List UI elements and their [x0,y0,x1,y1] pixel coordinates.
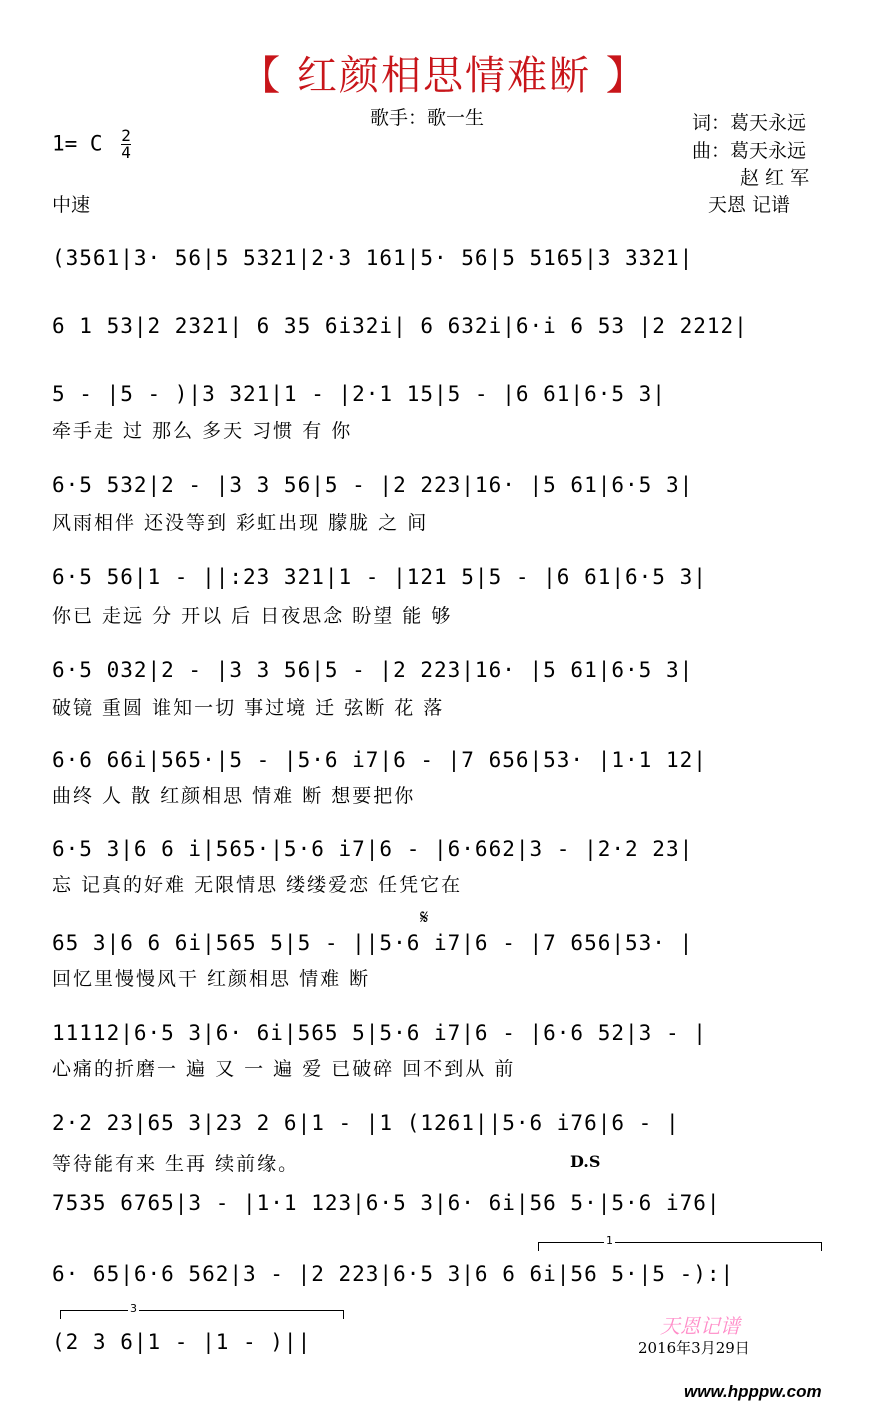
lyric-line: 牵手走 过 那么 多天 习惯 有 你 [52,420,353,442]
notation-line: 7535 6765|3 - |1·1 123|6·5 3|6· 6i|56 5·|5·6 i76| [52,1191,721,1215]
notation-line: 6·5 56|1 - ||:23 321|1 - |121 5|5 - |6 61|6·5 3| [52,565,707,589]
singer: 歌手：歌一生 [370,107,485,129]
lyric-line: 你已 走远 分 开以 后 日夜思念 盼望 能 够 [52,605,453,627]
lyric-line: 风雨相伴 还没等到 彩虹出现 朦胧 之 间 [52,512,429,534]
notation-line: 2·2 23|65 3|23 2 6|1 - |1 (1261||5·6 i76|6 - | [52,1111,680,1135]
lyric-line: 曲终 人 散 红颜相思 情难 断 想要把你 [52,785,416,807]
volta-number: 1 [606,1234,613,1247]
tempo-marking: 中速 [52,194,91,216]
composer-2: 赵 红 军 [740,167,810,189]
notation-line: (2 3 6|1 - |1 - )|| [52,1330,312,1354]
notation-line: 6·5 032|2 - |3 3 56|5 - |2 223|16· |5 61|6·5 3| [52,658,694,682]
notation-line: 65 3|6 6 6i|565 5|5 - ||5·6 i7|6 - |7 656|53· | [52,931,694,955]
time-signature-bottom: 4 [121,143,131,162]
segno-sign: 𝄋 [420,905,429,929]
website-link[interactable]: www.hpppw.com [684,1382,822,1401]
time-signature [121,128,131,161]
transcriber-stamp: 天恩记谱 [660,1314,740,1338]
lyric-line: 忘 记真的好难 无限情思 缕缕爱恋 任凭它在 [52,874,463,896]
time-signature-top: 2 [121,126,131,145]
ds-marking: D.S [570,1152,601,1171]
page-title: 【 红颜相思情难断 】 [240,53,648,99]
triplet-bracket [60,1310,344,1319]
lyric-line: 等待能有来 生再 续前缘。 [52,1153,300,1175]
notation-line: 6·5 3|6 6 i|565·|5·6 i7|6 - |6·662|3 - |2·2 23| [52,837,694,861]
lyricist: 词：葛天永远 [692,112,807,134]
notation-line: 6·6 66i|565·|5 - |5·6 i7|6 - |7 656|53· |1·1 12| [52,748,707,772]
triplet-number: 3 [130,1302,137,1315]
notation-line: 5 - |5 - )|3 321|1 - |2·1 15|5 - |6 61|6·5 3| [52,382,666,406]
notation-line: 6· 65|6·6 562|3 - |2 223|6·5 3|6 6 6i|56 5·|5 -):| [52,1262,735,1286]
date: 2016年3月29日 [638,1339,750,1357]
volta-bracket [538,1242,822,1251]
lyric-line: 心痛的折磨一 遍 又 一 遍 爱 已破碎 回不到从 前 [52,1058,516,1080]
key-signature [52,128,131,161]
composer: 曲：葛天永远 [692,140,807,162]
notation-line: (3561|3· 56|5 5321|2·3 161|5· 56|5 5165|3 3321| [52,246,694,270]
key-label: 1= C [52,131,103,156]
notation-line: 6·5 532|2 - |3 3 56|5 - |2 223|16· |5 61|6·5 3| [52,473,694,497]
notation-line: 6 1 53|2 2321| 6 35 6i32i| 6 632i|6·i 6 53 |2 2212| [52,314,748,338]
lyric-line: 回忆里慢慢风干 红颜相思 情难 断 [52,968,371,990]
notation-line: 11112|6·5 3|6· 6i|565 5|5·6 i7|6 - |6·6 52|3 - | [52,1021,707,1045]
lyric-line: 破镜 重圆 谁知一切 事过境 迁 弦断 花 落 [52,697,445,719]
transcriber: 天恩 记谱 [708,194,791,216]
